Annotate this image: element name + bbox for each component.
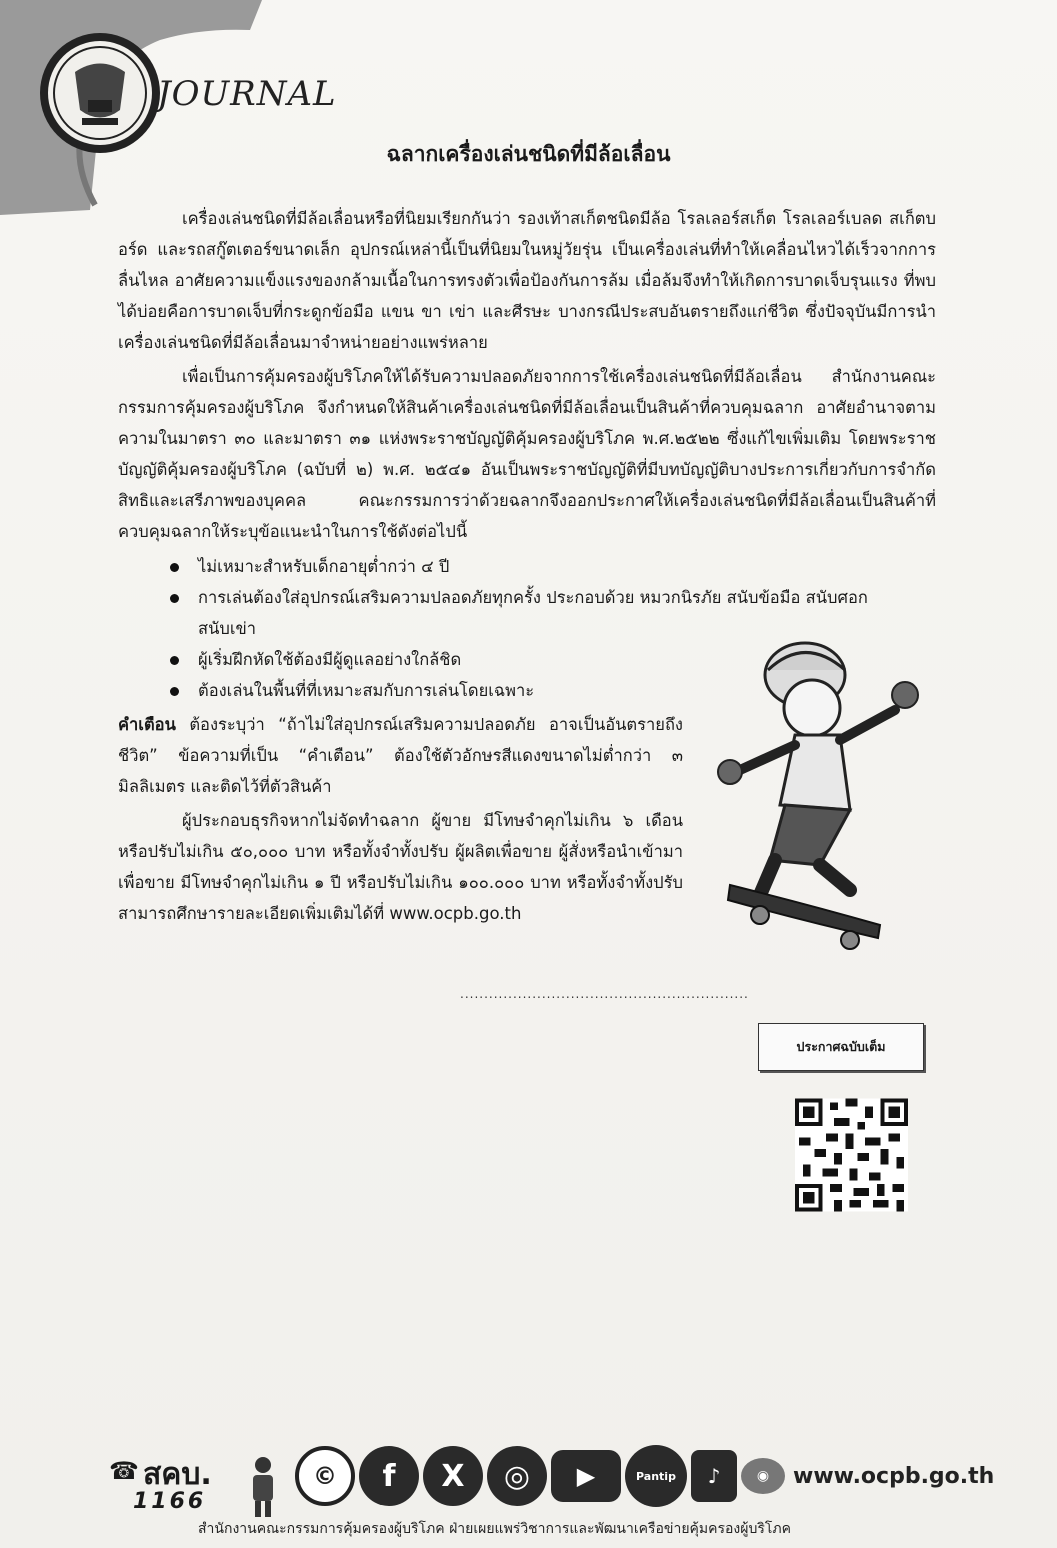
page-title: ฉลากเครื่องเล่นชนิดที่มีล้อเลื่อน (386, 142, 671, 166)
tiktok-icon[interactable]: ♪ (691, 1450, 737, 1502)
phone-icon: ☎ (109, 1457, 139, 1485)
warning-label: คำเตือน (118, 715, 176, 734)
journal-label: JOURNAL (157, 74, 337, 114)
paragraph-intro: เครื่องเล่นชนิดที่มีล้อเลื่อนหรือที่นิยมเรียกกันว่า รองเท้าสเก็ตชนิดมีล้อ โรลเลอร์สเก็ต โรลเลอร์เบลด สเก็ตบอร์ด และรถสกู๊ตเตอร์ขนาดเล็ก อุปกรณ์เหล่านี้เป็นที่นิยมในหมู่วัยรุ่น เป็นเครื่องเล่นที่ทำให้เคลื่อนไหวได้เร็วจากการลื่นไหล อาศัยความแข็งแรงของกล้ามเนื้อในการทรงตัวเพื่อป้องกันการล้ม เมื่อล้มจึงทำให้เกิดการบาดเจ็บรุนแรง ที่พบได้บ่อยคือการบาดเจ็บที่กระดูกข้อมือ แขน ขา เข่า และศีรษะ บางกรณีประสบอันตรายถึงแก่ชีวิต ซึ่งปัจจุบันมีการนำเครื่องเล่นชนิดที่มีล้อเลื่อนมาจำหน่ายอย่างแพร่หลาย (118, 209, 936, 352)
youtube-icon[interactable]: ▶ (551, 1450, 621, 1502)
hotline-number: 1166 (133, 1489, 207, 1514)
list-item: ผู้เริ่มฝึกหัดใช้ต้องมีผู้ดูแลอย่างใกล้ชิด (118, 644, 936, 675)
skateboarder-illustration (700, 630, 940, 970)
footer-tagline: สำนักงานคณะกรรมการคุ้มครองผู้บริโภค ฝ่ายเผยแพร่วิชาการและพัฒนาเครือข่ายคุ้มครองผู้บริโภค (198, 1521, 791, 1537)
warning-paragraph (118, 709, 683, 802)
bullet-icon (170, 594, 179, 603)
qr-code-icon[interactable] (795, 1093, 908, 1217)
hotline-block[interactable] (105, 1447, 235, 1517)
consumer-center-icon[interactable]: © (295, 1446, 355, 1506)
facebook-icon[interactable]: f (359, 1446, 419, 1506)
list-item: การเล่นต้องใส่อุปกรณ์เสริมความปลอดภัยทุกครั้ง ประกอบด้วย หมวกนิรภัย สนับข้อมือ สนับศอก สนับเข่า (118, 582, 888, 644)
globe-icon: ◉ (741, 1458, 785, 1494)
footer (105, 1435, 995, 1545)
list-item: ไม่เหมาะสำหรับเด็กอายุต่ำกว่า ๔ ปี (118, 551, 936, 582)
warning-text: ต้องระบุว่า “ถ้าไม่ใส่อุปกรณ์เสริมความปลอดภัย อาจเป็นอันตรายถึงชีวิต” ข้อความที่เป็น “คำเตือน” ต้องใช้ตัวอักษรสีแดงขนาดไม่ต่ำกว่า ๓ มิลลิเมตร และติดไว้ที่ตัวสินค้า (118, 715, 683, 796)
x-icon[interactable]: X (423, 1446, 483, 1506)
paragraph-regulation: เพื่อเป็นการคุ้มครองผู้บริโภคให้ได้รับความปลอดภัยจากการใช้เครื่องเล่นชนิดที่มีล้อเลื่อน สำนักงานคณะกรรมการคุ้มครองผู้บริโภค จึงกำหนดให้สินค้าเครื่องเล่นชนิดที่มีล้อเลื่อนเป็นสินค้าที่ควบคุมฉลาก อาศัยอำนาจตามความในมาตรา ๓๐ และมาตรา ๓๑ แห่งพระราชบัญญัติคุ้มครองผู้บริโภค พ.ศ.๒๕๒๒ ซึ่งแก้ไขเพิ่มเติม โดยพระราชบัญญัติคุ้มครองผู้บริโภค (ฉบับที่ ๒) พ.ศ. ๒๕๔๑ อันเป็นพระราชบัญญัติที่มีบทบัญญัติบางประการเกี่ยวกับการจำกัดสิทธิและเสรีภาพของบุคคล คณะกรรมการว่าด้วยฉลากจึงออกประกาศให้เครื่องเล่นชนิดที่มีล้อเลื่อนเป็นสินค้าที่ควบคุมฉลากให้ระบุข้อแนะนำในการใช้ดังต่อไปนี้ (118, 367, 936, 541)
instagram-icon[interactable]: ◎ (487, 1446, 547, 1506)
mascot-person-icon (243, 1455, 283, 1519)
bullet-icon (170, 687, 179, 696)
social-icons (295, 1445, 994, 1507)
pantip-icon[interactable]: Pantip (625, 1445, 687, 1507)
paragraph-penalty: ผู้ประกอบธุรกิจหากไม่จัดทำฉลาก ผู้ขาย มีโทษจำคุกไม่เกิน ๖ เดือน หรือปรับไม่เกิน ๕๐,๐๐๐ บาท หรือทั้งจำทั้งปรับ ผู้ผลิตเพื่อขาย ผู้สั่งหรือนำเข้ามาเพื่อขาย มีโทษจำคุกไม่เกิน ๑ ปี หรือปรับไม่เกิน ๑๐๐.๐๐๐ บาท หรือทั้งจำทั้งปรับ สามารถศึกษารายละเอียดเพิ่มเติมได้ที่ www.ocpb.go.th (118, 811, 683, 923)
bullet-icon (170, 563, 179, 572)
full-notice-button[interactable]: ประกาศฉบับเต็ม (758, 1023, 924, 1071)
website-link[interactable]: www.ocpb.go.th (793, 1463, 995, 1489)
dotted-separator: ............................................................ (460, 987, 749, 1001)
list-item: ต้องเล่นในพื้นที่ที่เหมาะสมกับการเล่นโดยเฉพาะ (118, 675, 936, 706)
hotline-label: สคบ. (143, 1457, 212, 1492)
bullet-icon (170, 656, 179, 665)
